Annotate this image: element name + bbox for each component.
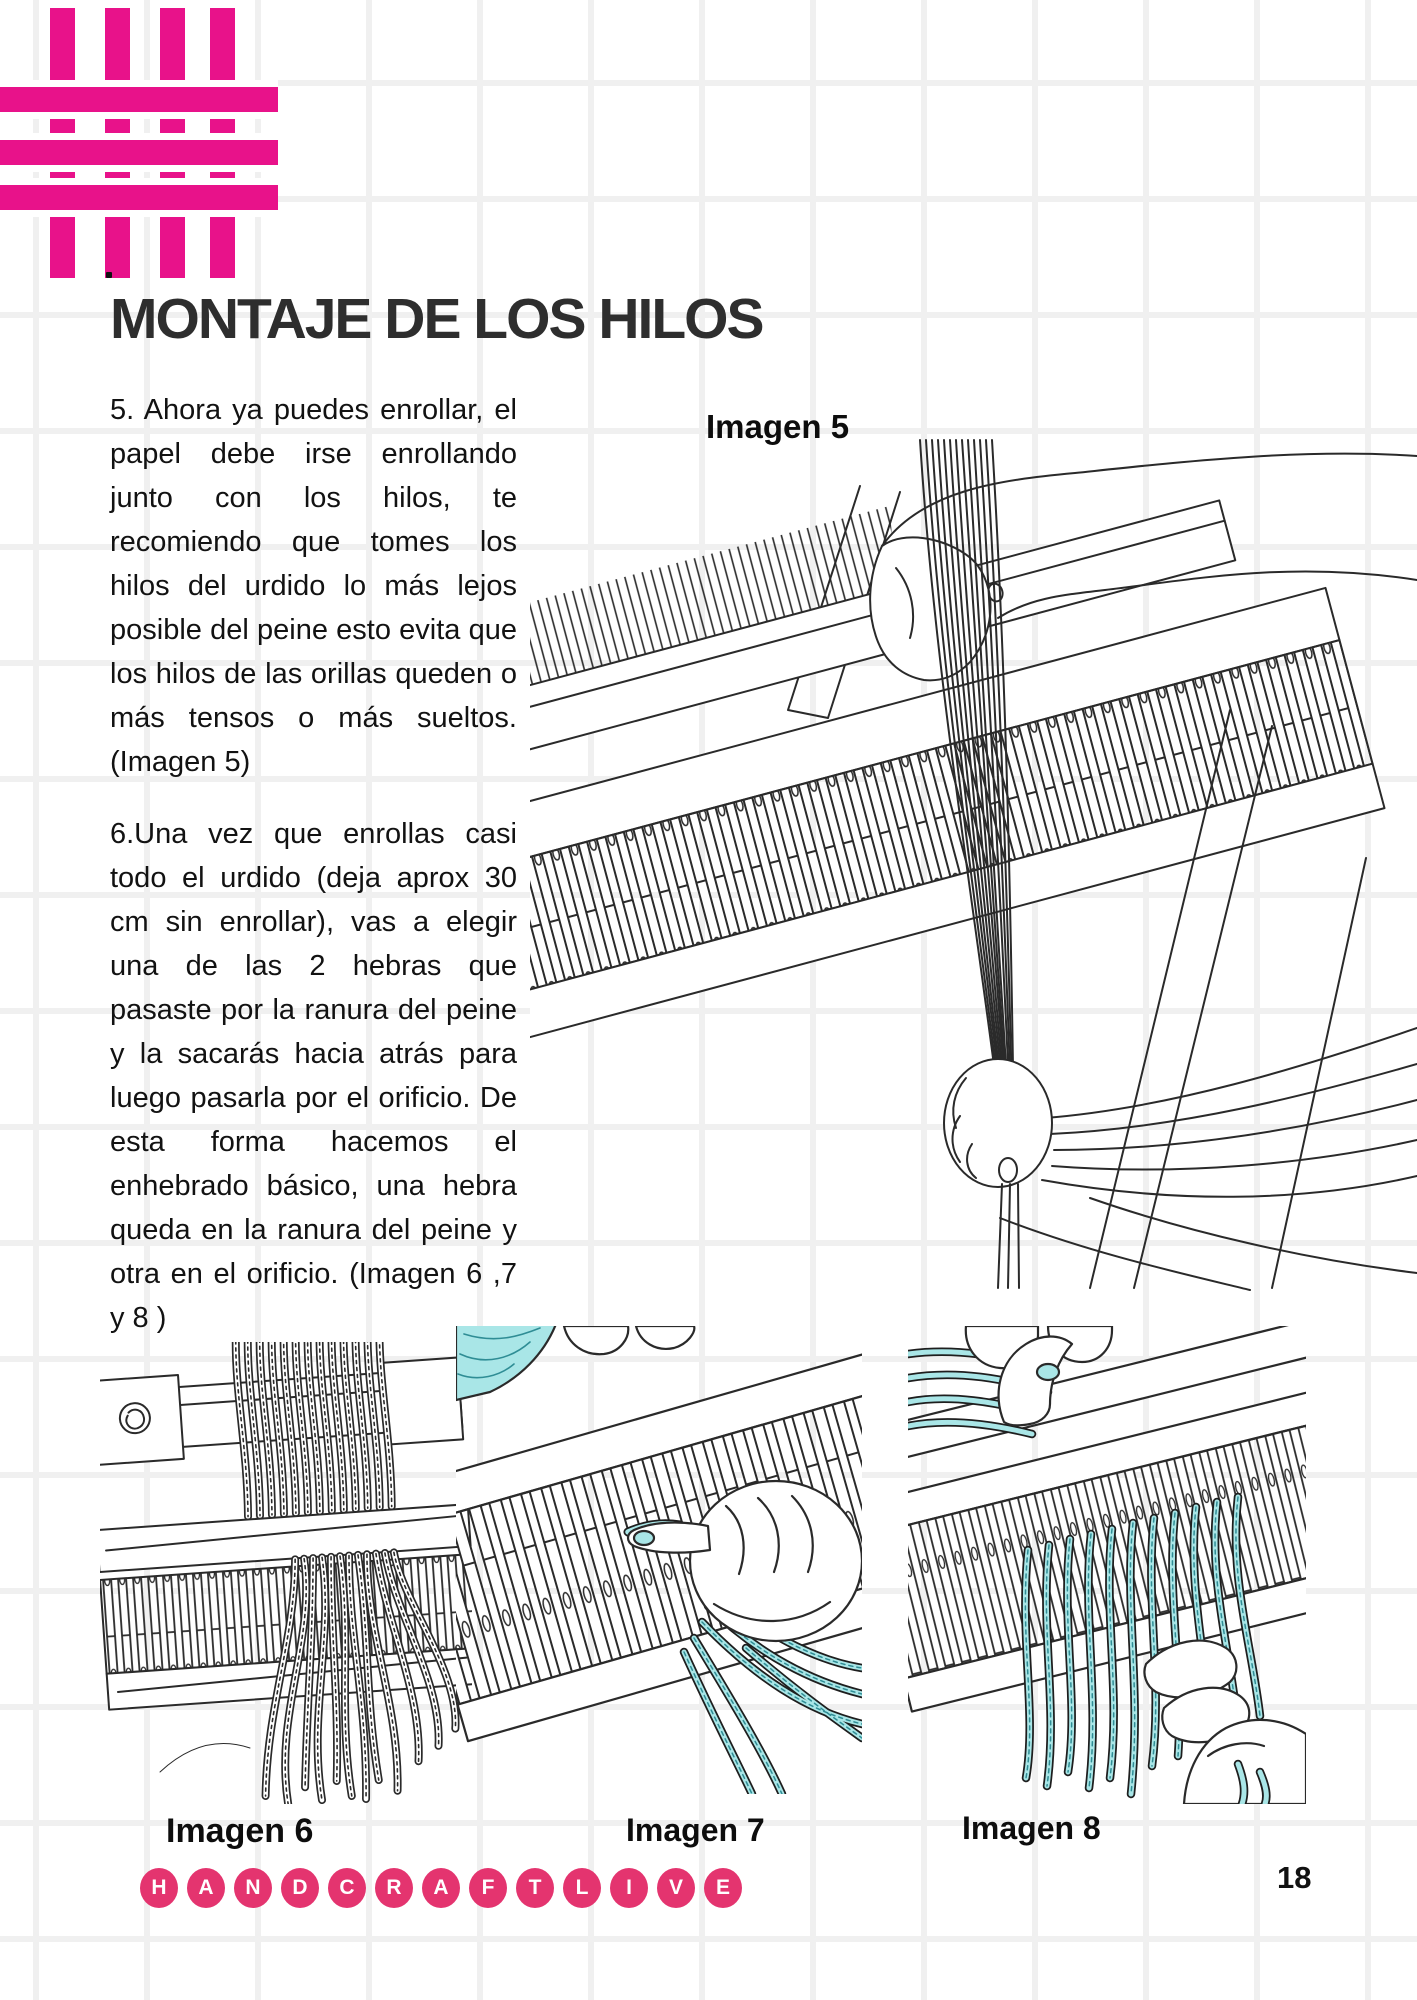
- brand-letter: E: [704, 1868, 742, 1908]
- brand-letter: A: [187, 1868, 225, 1908]
- brand-letter: H: [140, 1868, 178, 1908]
- brand-letter: D: [281, 1868, 319, 1908]
- brand-letter: N: [234, 1868, 272, 1908]
- brand-letter: F: [469, 1868, 507, 1908]
- brand-letter: C: [328, 1868, 366, 1908]
- figure-label-imagen6: Imagen 6: [166, 1812, 314, 1850]
- page-number: 18: [1277, 1860, 1312, 1895]
- logo-dot: [106, 272, 112, 278]
- figure-label-imagen7: Imagen 7: [626, 1812, 765, 1848]
- figure-label-imagen8: Imagen 8: [962, 1810, 1101, 1846]
- gripping-hand: [944, 1059, 1052, 1187]
- weave-logo-icon: [50, 8, 278, 278]
- brand-badges: [140, 1868, 742, 1908]
- brand-letter: I: [610, 1868, 648, 1908]
- brand-letter: R: [375, 1868, 413, 1908]
- brand-letter: V: [657, 1868, 695, 1908]
- imagen5-illustration: [530, 428, 1417, 1298]
- paragraph-step-6: 6.Una vez que enrollas casi todo el urdido (deja aprox 30 cm sin enrollar), vas a elegir una de las 2 hebras que pasaste por la ranura del peine y la sacarás hacia atrás para luego pasarla por el orificio. De esta forma hacemos el enhebrado básico, una hebra queda en la ranura del peine y otra en el orificio. (Imagen 6 ,7 y 8 ): [110, 818, 517, 1334]
- brand-letter: T: [516, 1868, 554, 1908]
- brand-letter: A: [422, 1868, 460, 1908]
- figure-label-imagen5: Imagen 5: [706, 408, 850, 445]
- imagen6-illustration: [100, 1342, 472, 1804]
- imagen7-illustration: [456, 1326, 862, 1794]
- paragraph-step-5: 5. Ahora ya puedes enrollar, el papel debe irse enrollando junto con los hilos, te recomiendo que tomes los hilos del urdido lo más lejos posible del peine esto evita que los hilos de las orillas queden o más tensos o más sueltos. (Imagen 5): [110, 394, 517, 778]
- imagen8-illustration: [908, 1326, 1306, 1804]
- holding-hand-bottom: [1144, 1641, 1306, 1804]
- page-title: MONTAJE DE LOS HILOS: [110, 287, 763, 351]
- brand-letter: L: [563, 1868, 601, 1908]
